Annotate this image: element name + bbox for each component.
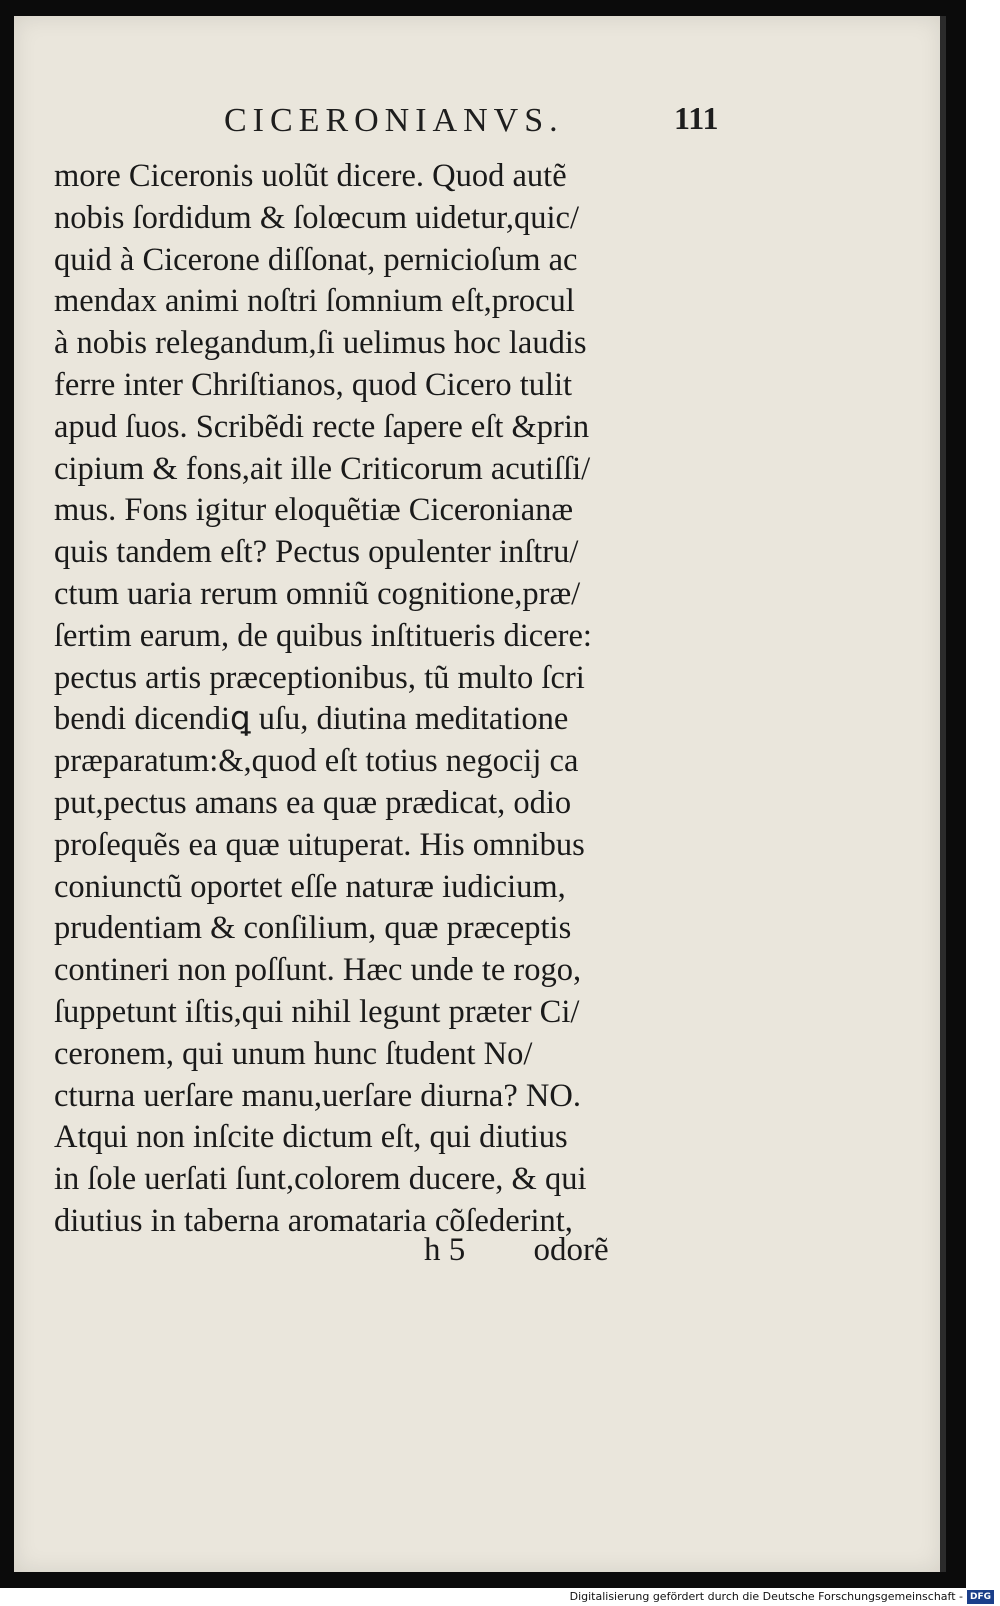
text-line: put,pectus amans ea quæ prædicat, odio (54, 784, 572, 821)
text-line: ferre inter Chriſtianos, quod Cicero tulit (54, 366, 573, 403)
text-line: quis tandem eſt? Pectus opulenter inſtru/ (54, 534, 579, 571)
text-line: coniunctũ oportet eſſe naturæ iudicium, (54, 868, 566, 905)
dfg-logo: DFG (967, 1590, 994, 1604)
text-line: diutius in taberna aromataria cõſederint, (54, 1202, 573, 1239)
signature-mark: h 5 (424, 1232, 466, 1268)
catchword: odorẽ (533, 1232, 609, 1268)
page-edge (940, 16, 946, 1572)
credit-text: Digitalisierung gefördert durch die Deutsche Forschungsgemeinschaft - (569, 1590, 963, 1603)
text-line: prudentiam & conſilium, quæ præceptis (54, 910, 572, 947)
text-line: mus. Fons igitur eloquẽtiæ Ciceronianæ (54, 492, 574, 529)
catchline (424, 1232, 609, 1269)
text-line: proſequẽs ea quæ uituperat. His omnibus (54, 826, 585, 863)
body-text (54, 156, 714, 1243)
text-line: cipium & fons,ait ille Criticorum acutiſſi/ (54, 450, 591, 487)
text-line: mendax animi noſtri ſomnium eſt,procul (54, 283, 575, 320)
text-line: Atqui non inſcite dictum eſt, qui diutius (54, 1119, 568, 1156)
running-head: CICERONIANVS. (224, 102, 564, 139)
text-line: ſuppetunt iſtis,qui nihil legunt præter Ci/ (54, 993, 580, 1030)
text-line: ceronem, qui unum hunc ſtudent No/ (54, 1035, 533, 1072)
page-number: 111 (674, 100, 719, 136)
text-line: apud ſuos. Scribẽdi recte ſapere eſt &prin (54, 408, 590, 445)
digitization-credit (570, 1589, 994, 1604)
book-page (14, 16, 942, 1572)
text-line: in ſole uerſati ſunt,colorem ducere, & qui (54, 1161, 587, 1198)
text-line: more Ciceronis uolũt dicere. Quod autẽ (54, 158, 567, 194)
text-line: ſertim earum, de quibus inſtitueris dicere: (54, 617, 592, 654)
text-line: contineri non poſſunt. Hæc unde te rogo, (54, 952, 582, 989)
text-line: præparatum:&,quod eſt totius negocij ca (54, 743, 579, 780)
text-line: à nobis relegandum,ſi uelimus hoc laudis (54, 325, 587, 362)
text-line: pectus artis præceptionibus, tũ multo ſcri (54, 659, 585, 696)
text-line: nobis ſordidum & ſolœcum uidetur,quic/ (54, 199, 579, 236)
text-line: bendi dicendiꝗ uſu, diutina meditatione (54, 701, 569, 738)
text-line: ctum uaria rerum omniũ cognitione,præ/ (54, 575, 581, 612)
text-line: cturna uerſare manu,uerſare diurna? NO. (54, 1077, 581, 1114)
text-line: quid à Cicerone diſſonat, pernicioſum ac (54, 241, 578, 278)
